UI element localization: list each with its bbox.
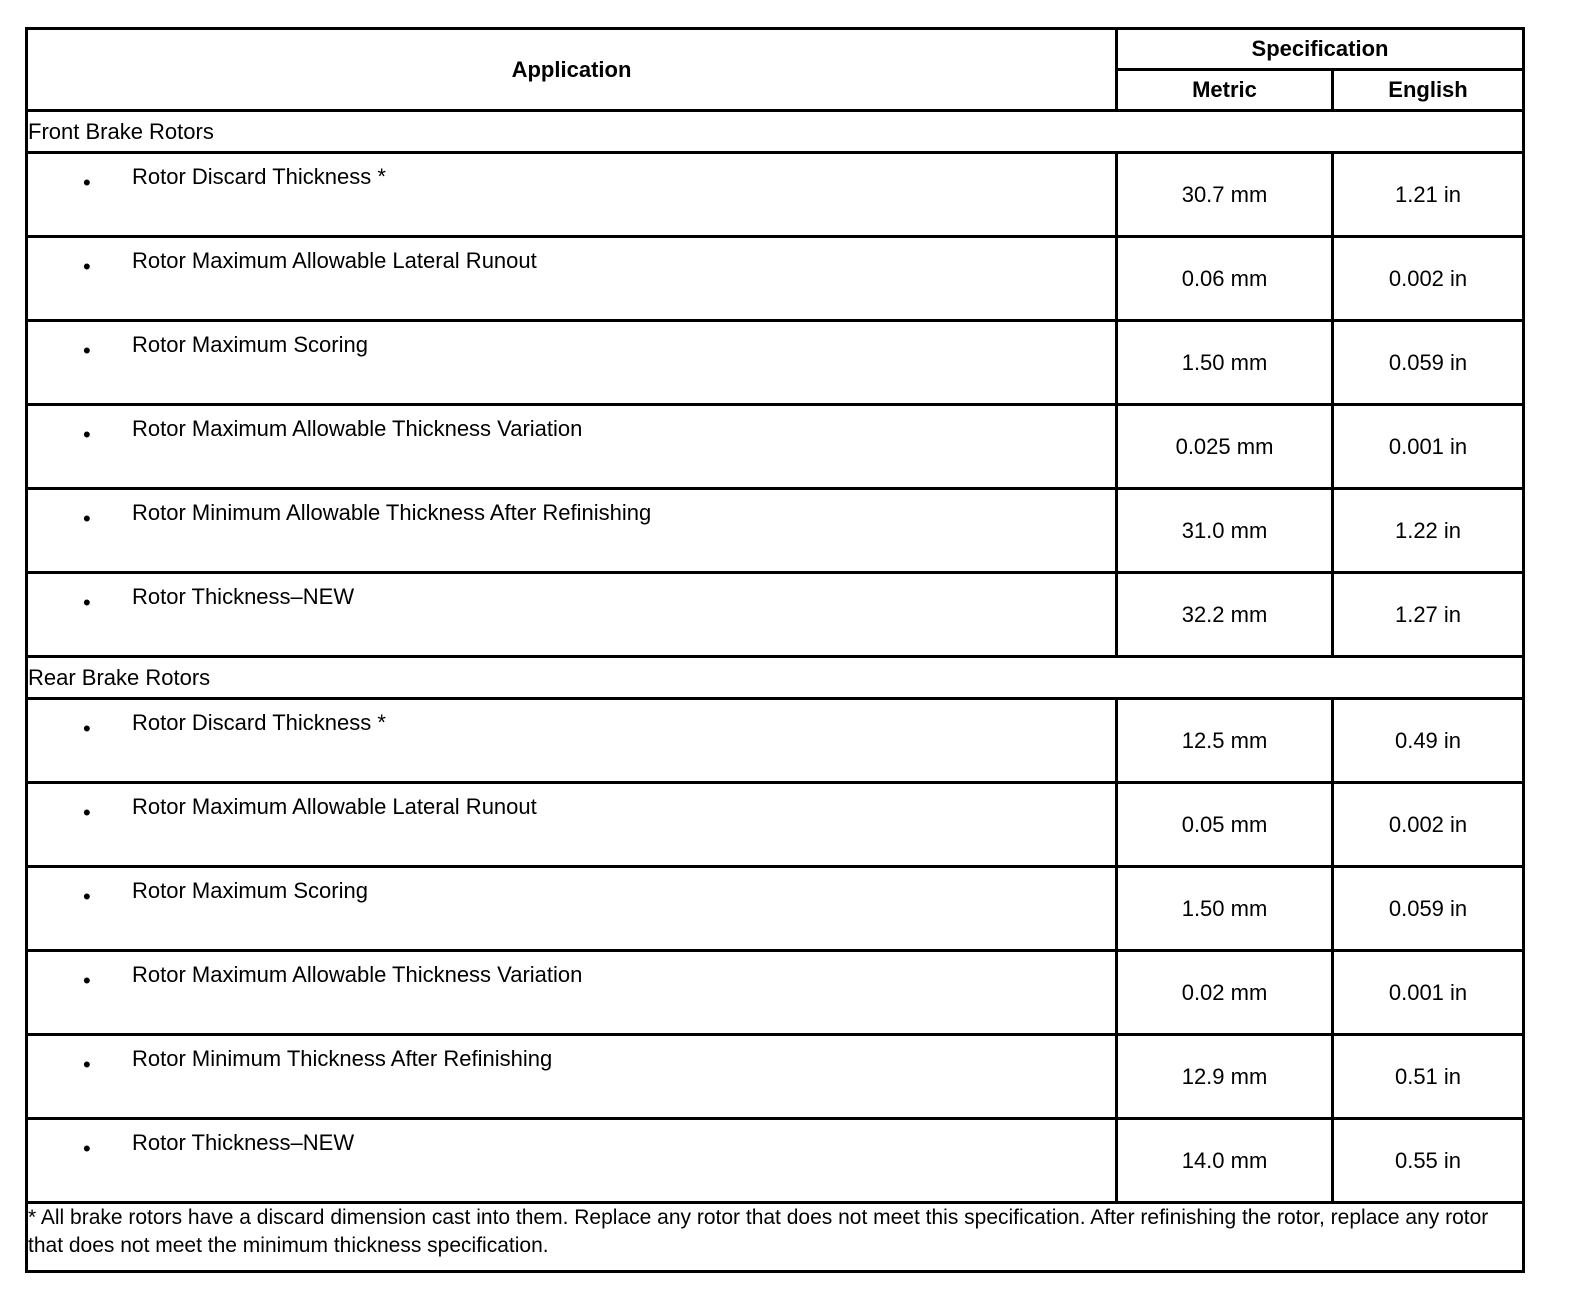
metric-value: 12.5 mm: [1117, 699, 1333, 783]
application-cell: [27, 783, 1117, 867]
application-cell: [27, 405, 1117, 489]
english-value: 1.22 in: [1333, 489, 1524, 573]
bullet-icon: •: [83, 170, 91, 195]
metric-value: 30.7 mm: [1117, 153, 1333, 237]
table-row: [27, 783, 1524, 867]
application-cell: [27, 1119, 1117, 1203]
row-label: Rotor Maximum Allowable Thickness Variation: [132, 416, 583, 441]
table-row: [27, 237, 1524, 321]
bullet-icon: •: [83, 800, 91, 825]
english-header: English: [1333, 70, 1524, 111]
row-label: Rotor Maximum Allowable Thickness Variation: [132, 962, 583, 987]
specification-header: Specification: [1117, 29, 1524, 70]
metric-value: 0.02 mm: [1117, 951, 1333, 1035]
application-cell: [27, 867, 1117, 951]
section-row-front: [27, 111, 1524, 153]
bullet-icon: •: [83, 1052, 91, 1077]
row-label: Rotor Minimum Thickness After Refinishing: [132, 1046, 553, 1071]
table-row: [27, 1035, 1524, 1119]
bullet-icon: •: [83, 968, 91, 993]
application-cell: [27, 1035, 1117, 1119]
bullet-icon: •: [83, 1136, 91, 1161]
row-label: Rotor Thickness–NEW: [132, 584, 355, 609]
metric-value: 12.9 mm: [1117, 1035, 1333, 1119]
bullet-icon: •: [83, 254, 91, 279]
footnote-row: [27, 1203, 1524, 1272]
metric-value: 0.06 mm: [1117, 237, 1333, 321]
english-value: 0.059 in: [1333, 321, 1524, 405]
row-label: Rotor Maximum Allowable Lateral Runout: [132, 794, 537, 819]
metric-value: 0.05 mm: [1117, 783, 1333, 867]
metric-value: 0.025 mm: [1117, 405, 1333, 489]
row-label: Rotor Discard Thickness *: [132, 710, 386, 735]
table-row: [27, 867, 1524, 951]
footnote: * All brake rotors have a discard dimension cast into them. Replace any rotor that does not meet this specification. After refinishing the rotor, replace any rotor that does not meet the minimum thickness specification.: [27, 1203, 1524, 1272]
bullet-icon: •: [83, 716, 91, 741]
table-row: [27, 951, 1524, 1035]
table-row: [27, 321, 1524, 405]
english-value: 0.51 in: [1333, 1035, 1524, 1119]
section-row-rear: [27, 657, 1524, 699]
row-label: Rotor Thickness–NEW: [132, 1130, 355, 1155]
header-row-top: [27, 29, 1524, 70]
bullet-icon: •: [83, 422, 91, 447]
row-label: Rotor Maximum Scoring: [132, 878, 368, 903]
table-row: [27, 699, 1524, 783]
section-title: Front Brake Rotors: [27, 111, 1524, 153]
table-row: [27, 153, 1524, 237]
table-row: [27, 1119, 1524, 1203]
application-header: Application: [27, 29, 1117, 111]
bullet-icon: •: [83, 338, 91, 363]
row-label: Rotor Maximum Scoring: [132, 332, 368, 357]
bullet-icon: •: [83, 590, 91, 615]
application-cell: [27, 489, 1117, 573]
table-row: [27, 405, 1524, 489]
metric-value: 32.2 mm: [1117, 573, 1333, 657]
metric-header: Metric: [1117, 70, 1333, 111]
bullet-icon: •: [83, 884, 91, 909]
english-value: 0.059 in: [1333, 867, 1524, 951]
application-cell: [27, 699, 1117, 783]
english-value: 0.001 in: [1333, 405, 1524, 489]
row-label: Rotor Maximum Allowable Lateral Runout: [132, 248, 537, 273]
row-label: Rotor Discard Thickness *: [132, 164, 386, 189]
application-cell: [27, 237, 1117, 321]
metric-value: 1.50 mm: [1117, 867, 1333, 951]
english-value: 1.27 in: [1333, 573, 1524, 657]
bullet-icon: •: [83, 506, 91, 531]
english-value: 0.002 in: [1333, 783, 1524, 867]
table-row: [27, 489, 1524, 573]
english-value: 0.001 in: [1333, 951, 1524, 1035]
english-value: 0.55 in: [1333, 1119, 1524, 1203]
english-value: 0.002 in: [1333, 237, 1524, 321]
metric-value: 1.50 mm: [1117, 321, 1333, 405]
brake-rotor-spec-table: [25, 27, 1525, 1273]
application-cell: [27, 153, 1117, 237]
table-row: [27, 573, 1524, 657]
english-value: 1.21 in: [1333, 153, 1524, 237]
metric-value: 31.0 mm: [1117, 489, 1333, 573]
application-cell: [27, 951, 1117, 1035]
section-title: Rear Brake Rotors: [27, 657, 1524, 699]
metric-value: 14.0 mm: [1117, 1119, 1333, 1203]
row-label: Rotor Minimum Allowable Thickness After Refinishing: [132, 500, 652, 525]
english-value: 0.49 in: [1333, 699, 1524, 783]
application-cell: [27, 321, 1117, 405]
application-cell: [27, 573, 1117, 657]
